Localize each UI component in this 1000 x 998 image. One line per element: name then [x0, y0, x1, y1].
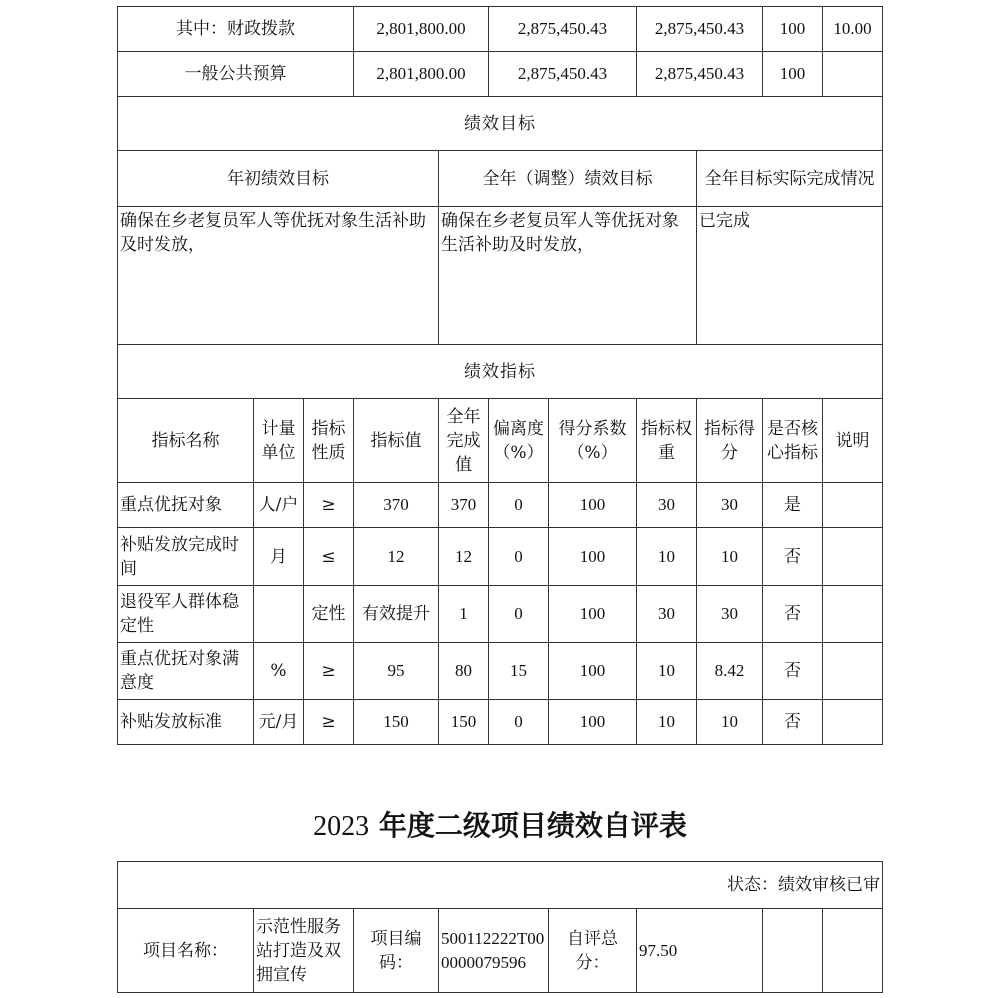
header-cell: 说明 — [823, 399, 883, 483]
funding-executed: 2,875,450.43 — [637, 7, 763, 52]
funding-rate: 100 — [763, 7, 823, 52]
indicator-score: 30 — [697, 586, 763, 643]
indicator-actual: 150 — [439, 700, 489, 745]
indicator-coef: 100 — [549, 700, 637, 745]
goals-adjusted-text: 确保在乡老复员军人等优抚对象生活补助及时发放， — [439, 207, 697, 345]
indicator-target: 有效提升 — [354, 586, 439, 643]
indicator-note — [823, 643, 883, 700]
funding-weight: 10.00 — [823, 7, 883, 52]
goals-col-initial: 年初绩效目标 — [118, 151, 439, 207]
indicator-name: 退役军人群体稳定性 — [118, 586, 254, 643]
indicator-core: 否 — [763, 586, 823, 643]
indicator-row — [118, 643, 883, 700]
funding-budget-initial: 2,801,800.00 — [354, 52, 489, 97]
status-text: 状态：绩效审核已审 — [118, 862, 883, 909]
self-eval-table — [117, 861, 883, 993]
indicator-nature: ≥ — [304, 483, 354, 528]
indicator-row — [118, 483, 883, 528]
indicator-core: 否 — [763, 528, 823, 586]
header-cell: 指标权重 — [637, 399, 697, 483]
indicator-actual: 12 — [439, 528, 489, 586]
goals-initial-text: 确保在乡老复员军人等优抚对象生活补助及时发放， — [118, 207, 439, 345]
indicator-unit — [254, 586, 304, 643]
header-cell: 偏离度（%） — [489, 399, 549, 483]
indicator-nature: 定性 — [304, 586, 354, 643]
header-cell: 指标值 — [354, 399, 439, 483]
indicator-deviation: 15 — [489, 643, 549, 700]
project-code-label: 项目编码： — [354, 909, 439, 993]
indicator-actual: 370 — [439, 483, 489, 528]
header-cell: 全年完成值 — [439, 399, 489, 483]
funding-budget-initial: 2,801,800.00 — [354, 7, 489, 52]
header-cell: 得分系数（%） — [549, 399, 637, 483]
indicator-name: 重点优抚对象满意度 — [118, 643, 254, 700]
indicator-coef: 100 — [549, 483, 637, 528]
indicator-coef: 100 — [549, 528, 637, 586]
indicator-nature: ≥ — [304, 643, 354, 700]
indicator-deviation: 0 — [489, 586, 549, 643]
header-cell: 是否核心指标 — [763, 399, 823, 483]
indicator-row — [118, 528, 883, 586]
indicator-coef: 100 — [549, 643, 637, 700]
indicator-target: 150 — [354, 700, 439, 745]
indicator-note — [823, 483, 883, 528]
indicators-section-title: 绩效指标 — [118, 345, 883, 399]
funding-label: 一般公共预算 — [118, 52, 354, 97]
indicator-unit: % — [254, 643, 304, 700]
indicator-note — [823, 586, 883, 643]
indicator-deviation: 0 — [489, 528, 549, 586]
indicators-header-row — [118, 399, 883, 483]
indicator-target: 370 — [354, 483, 439, 528]
indicator-nature: ≤ — [304, 528, 354, 586]
indicator-unit: 月 — [254, 528, 304, 586]
indicator-score: 10 — [697, 700, 763, 745]
indicator-row — [118, 586, 883, 643]
indicator-actual: 1 — [439, 586, 489, 643]
indicator-actual: 80 — [439, 643, 489, 700]
funding-budget-full: 2,875,450.43 — [489, 7, 637, 52]
header-cell: 计量单位 — [254, 399, 304, 483]
funding-executed: 2,875,450.43 — [637, 52, 763, 97]
funding-weight — [823, 52, 883, 97]
indicator-unit: 元/月 — [254, 700, 304, 745]
header-cell: 指标得分 — [697, 399, 763, 483]
goals-section-title: 绩效目标 — [118, 97, 883, 151]
empty-cell — [823, 909, 883, 993]
funding-budget-full: 2,875,450.43 — [489, 52, 637, 97]
funding-row — [118, 52, 883, 97]
indicator-note — [823, 528, 883, 586]
indicator-coef: 100 — [549, 586, 637, 643]
indicator-score: 30 — [697, 483, 763, 528]
indicator-weight: 10 — [637, 700, 697, 745]
goals-col-adjusted: 全年（调整）绩效目标 — [439, 151, 697, 207]
indicator-weight: 30 — [637, 586, 697, 643]
indicator-unit: 人/户 — [254, 483, 304, 528]
indicator-score: 8.42 — [697, 643, 763, 700]
indicator-weight: 10 — [637, 643, 697, 700]
indicator-name: 补贴发放完成时间 — [118, 528, 254, 586]
indicator-name: 重点优抚对象 — [118, 483, 254, 528]
goals-col-actual: 全年目标实际完成情况 — [697, 151, 883, 207]
form-title-text: 年度二级项目绩效自评表 — [378, 809, 687, 842]
indicator-core: 是 — [763, 483, 823, 528]
indicator-name: 补贴发放标准 — [118, 700, 254, 745]
goals-actual-text: 已完成 — [697, 207, 883, 345]
funding-row — [118, 7, 883, 52]
indicator-target: 95 — [354, 643, 439, 700]
self-score-label: 自评总分： — [549, 909, 637, 993]
indicator-note — [823, 700, 883, 745]
performance-table — [117, 6, 883, 745]
form-title — [0, 806, 1000, 847]
indicator-deviation: 0 — [489, 700, 549, 745]
funding-rate: 100 — [763, 52, 823, 97]
indicator-deviation: 0 — [489, 483, 549, 528]
empty-cell — [763, 909, 823, 993]
indicator-core: 否 — [763, 643, 823, 700]
indicator-score: 10 — [697, 528, 763, 586]
project-name: 示范性服务站打造及双拥宣传 — [254, 909, 354, 993]
project-code: 500112222T000000079596 — [439, 909, 549, 993]
header-cell: 指标性质 — [304, 399, 354, 483]
header-cell: 指标名称 — [118, 399, 254, 483]
indicator-core: 否 — [763, 700, 823, 745]
self-score: 97.50 — [637, 909, 763, 993]
indicator-target: 12 — [354, 528, 439, 586]
form-title-year: 2023 — [313, 811, 370, 842]
indicator-nature: ≥ — [304, 700, 354, 745]
indicator-row — [118, 700, 883, 745]
indicator-weight: 10 — [637, 528, 697, 586]
project-name-label: 项目名称： — [118, 909, 254, 993]
funding-label: 其中：财政拨款 — [118, 7, 354, 52]
indicator-weight: 30 — [637, 483, 697, 528]
